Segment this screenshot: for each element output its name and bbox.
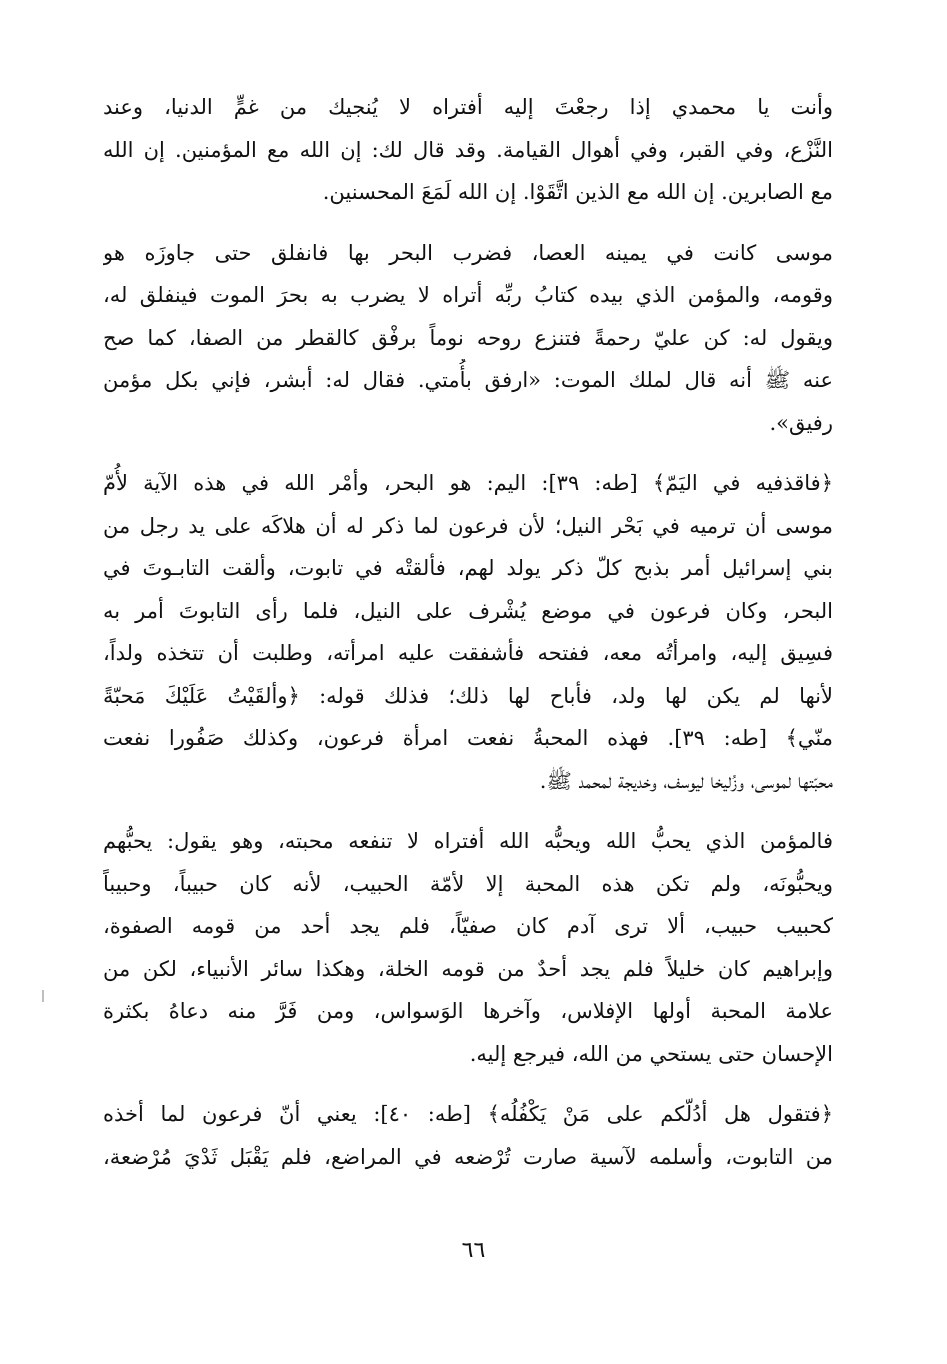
text-line: علامة المحبة أولها الإفلاس، وآخرها الوَسواس، ومن فَرَّ منه دعاهُ بكثرة: [103, 999, 833, 1023]
text-line: موسى كانت في يمينه العصا، فضرب البحر بها فانفلق حتى جاوزَه هو: [103, 240, 833, 265]
paragraph-1: [103, 86, 833, 214]
paragraph-2: [103, 232, 833, 445]
text-line: فالمؤمن الذي يحبُّ الله ويحبُّه الله أفتراه لا تنفعه محبته، وهو يقول: يحبُّهم: [103, 829, 833, 853]
text-line: موسى أن ترميه في بَحْر النيل؛ لأن فرعون لما ذكر له أن هلاكَه على يد رجل من: [103, 513, 833, 538]
text-line: كحبيب حبيب، ألا ترى آدم كان صفيّاً، فلم يجد أحد من قومه الصفوة،: [103, 914, 833, 938]
text-line: فسِيق إليه، وامرأتُه معه، ففتحه فأشفقت عليه امرأته، وطلبت أن تتخذه ولداً،: [103, 641, 833, 665]
text-line: منّي﴾ [طه: ٣٩]. فهذه المحبةُ نفعت امرأة فرعون، وكذلك صَفُورا نفعت: [103, 726, 833, 750]
text-line: وأنت يا محمدي إذا رجعْتَ إليه أفتراه لا يُنجيك من غمٍّ الدنيا، وعند: [103, 95, 833, 119]
margin-mark: [42, 990, 44, 1002]
text-line: بني إسرائيل أمر بذبح كلّ ذكر يولد لهم، فألقتْه في تابوت، وألقت التابـوتَ في: [103, 556, 833, 580]
text-line: من التابوت، وأسلمه لآسية صارت تُرْضعه في المراضع، فلم يَقْبَل ثَدْيَ مُرْضعة،: [103, 1144, 833, 1169]
text-line: مع الصابرين. إن الله مع الذين اتَّقَوْا. إن الله لَمَعَ المحسنين.: [322, 180, 833, 204]
text-line: لأنها لم يكن لها ولد، فأباح لها ذلك؛ فذلك قوله: ﴿وألقَيْتُ عَلَيْكَ مَحبّةً: [103, 683, 833, 708]
paragraph-3: [103, 462, 833, 802]
text-line: ويحبُّونَه، ولم تكن هذه المحبة إلا لأمّة الحبيب، لأنه كان حبيباً، وحبيباً: [103, 871, 833, 896]
text-line: رفيق».: [769, 410, 833, 435]
paragraph-4: [103, 820, 833, 1075]
text-line: محبّتها لموسى، وزُليخا ليوسف، وخديجة لمحمد ﷺ.: [539, 768, 833, 793]
text-line: وقومه، والمؤمن الذي بيده كتابُ ربِّه أتراه لا يضرب به بحرَ الموت فينفلق له،: [103, 283, 833, 307]
text-line: عنه ﷺ أنه قال لملك الموت: «ارفق بأُمتي. فقال له: أبشر، فإني بكل مؤمن: [103, 368, 833, 392]
text-line: ﴿فتقول هل أدُلّكم على مَنْ يَكْفُلُه﴾ [طه: ٤٠]: يعني أنّ فرعون لما أخذه: [103, 1102, 833, 1126]
page-body: [103, 86, 833, 1196]
text-line: وإبراهيم كان خليلاً فلم يجد أحدٌ من قومه الخلة، وهكذا سائر الأنبياء، لكن من: [103, 956, 833, 981]
text-line: ﴿فاقذفيه في اليَمّ﴾ [طه: ٣٩]: اليم: هو البحر، وأمْر الله في هذه الآية لأُمّ: [103, 471, 833, 495]
text-line: النَّزْع، وفي القبر، وفي أهوال القيامة. وقد قال لك: إن الله مع المؤمنين. إن الله: [103, 137, 833, 162]
text-line: الإحسان حتى يستحي من الله، فيرجع إليه.: [469, 1041, 833, 1066]
page-number: ٦٦: [461, 1238, 486, 1263]
text-line: ويقول له: كن عليّ رحمةً فتنزع روحه نوماً برفْق كالقطر من الصفا، كما صح: [103, 325, 833, 350]
text-line: البحر، وكان فرعون في موضع يُشْرف على النيل، فلما رأى التابوتَ أمر به: [103, 598, 833, 623]
paragraph-5: [103, 1093, 833, 1178]
